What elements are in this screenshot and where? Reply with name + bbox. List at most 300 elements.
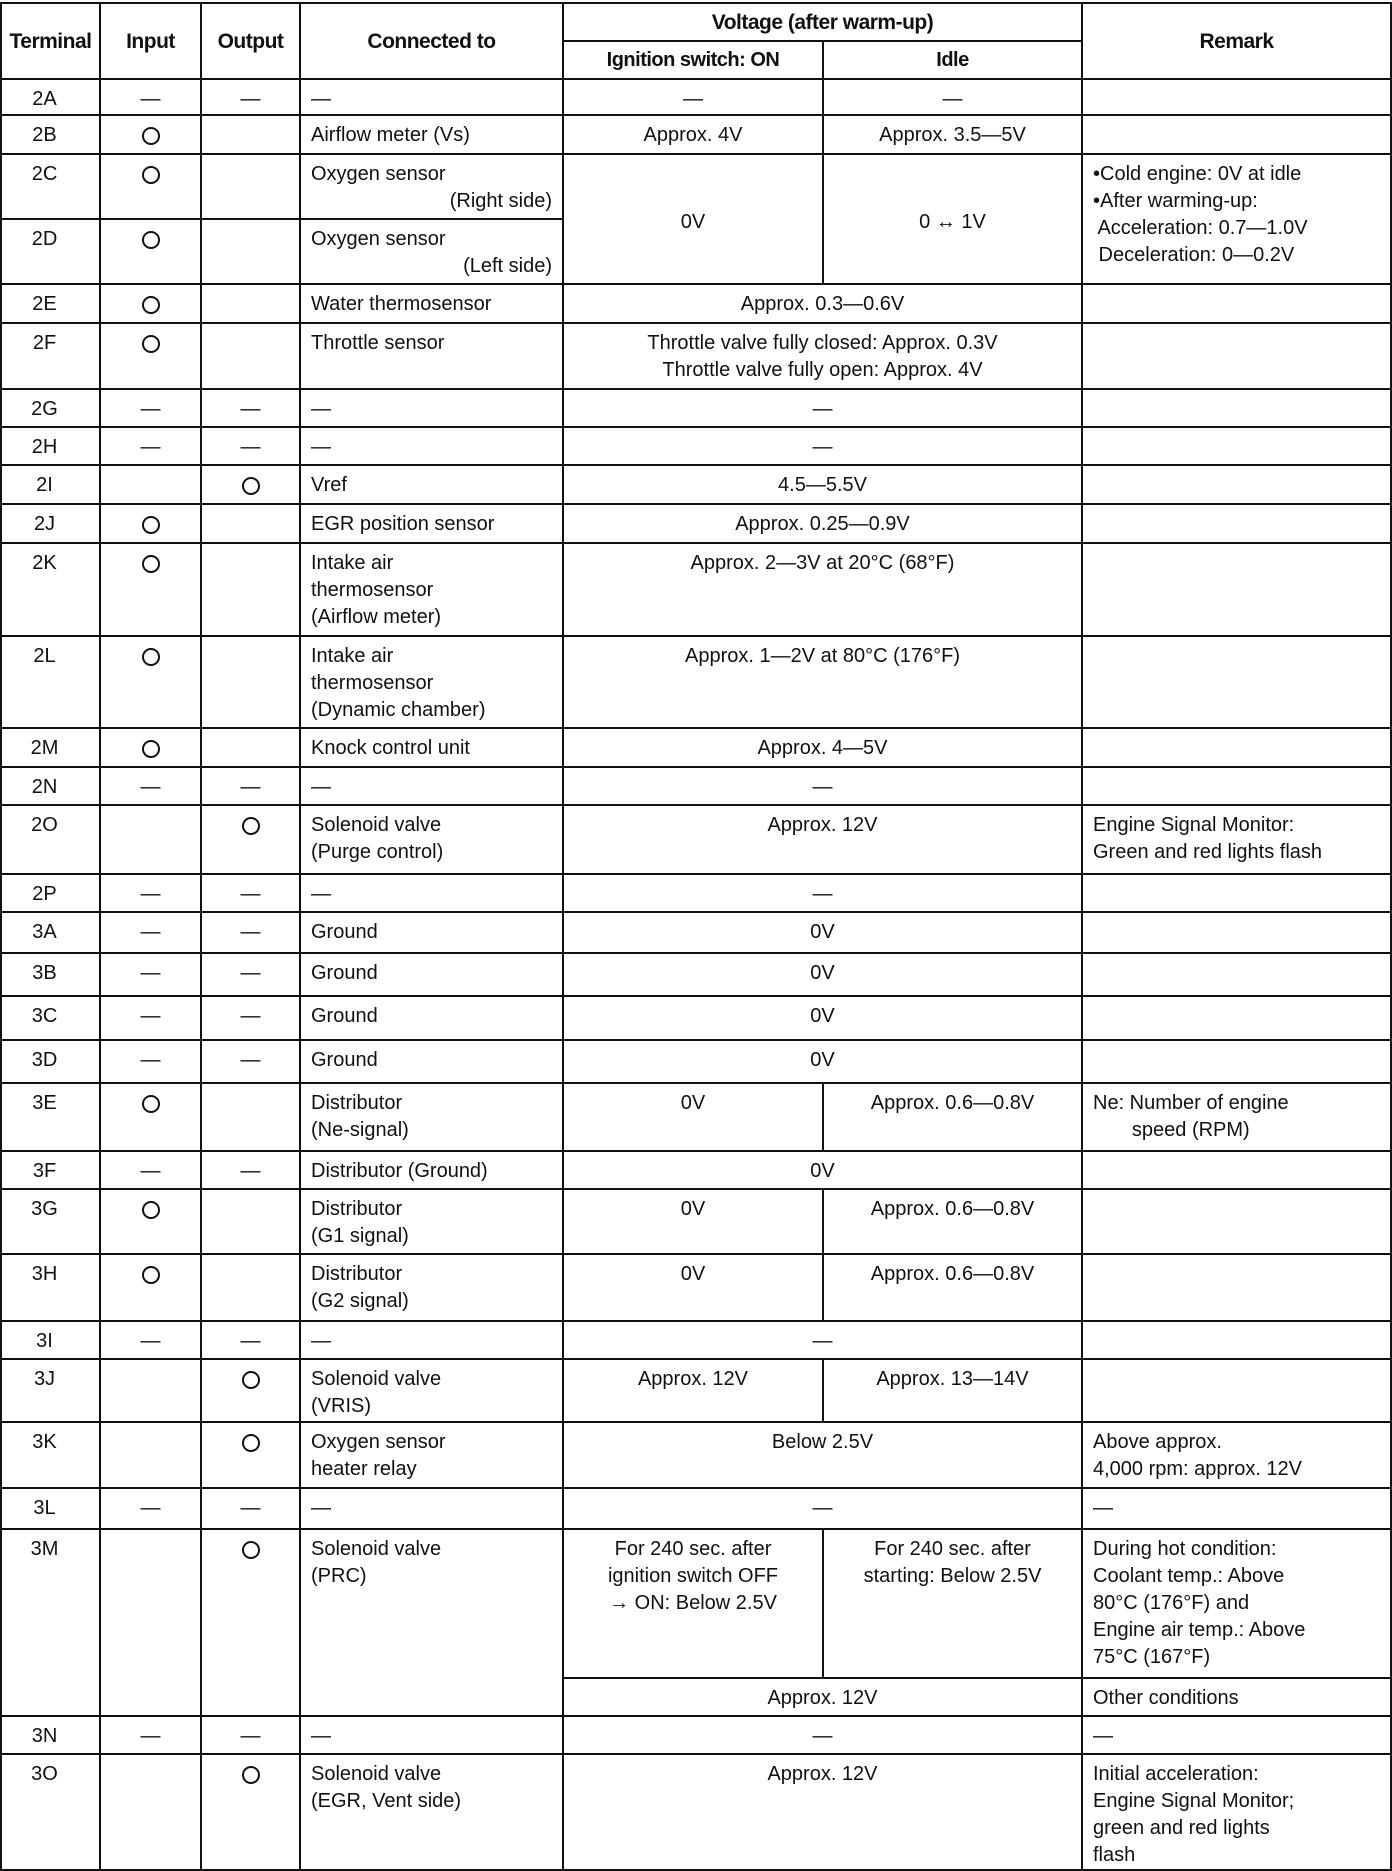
connected-to-cell <box>300 543 563 636</box>
cell-text-line: — <box>311 1725 331 1747</box>
header-terminal: Terminal <box>1 3 100 79</box>
cell-text-line: 2H <box>31 436 58 458</box>
table-row <box>1 543 1391 636</box>
header-ignition-on: Ignition switch: ON <box>563 41 823 79</box>
remark-cell <box>1082 953 1391 996</box>
connected-to-cell <box>300 219 563 284</box>
circle-mark-icon <box>142 296 160 314</box>
terminal-cell <box>1 728 100 767</box>
input-cell <box>100 154 201 219</box>
circle-mark-icon <box>142 648 160 666</box>
cell-text-line: — <box>311 436 331 458</box>
voltage-cell <box>563 1678 1082 1716</box>
terminal-cell <box>1 115 100 154</box>
voltage-cell <box>563 1321 1082 1359</box>
cell-text-line: — <box>240 962 261 984</box>
connected-to-cell <box>300 465 563 504</box>
connected-to-cell <box>300 1083 563 1151</box>
connected-to-cell <box>300 115 563 154</box>
cell-text-line: 2F <box>32 332 57 354</box>
table-row <box>1 996 1391 1040</box>
input-cell <box>100 465 201 504</box>
terminal-cell <box>1 1359 100 1422</box>
voltage-cell <box>563 767 1082 805</box>
remark-cell <box>1082 1359 1391 1422</box>
voltage-cell <box>563 504 1082 543</box>
cell-text-line: starting: Below 2.5V <box>863 1565 1042 1587</box>
table-row <box>1 728 1391 767</box>
terminal-cell <box>1 912 100 953</box>
cell-text-line: — <box>140 921 161 943</box>
terminal-cell <box>1 874 100 912</box>
cell-text-line: 0V <box>680 1198 706 1220</box>
remark-cell <box>1082 79 1391 115</box>
remark-cell <box>1082 1321 1391 1359</box>
cell-text-line: Solenoid valve <box>311 1763 442 1785</box>
circle-mark-icon <box>142 1201 160 1219</box>
input-cell <box>100 427 201 465</box>
cell-text-line: 0V <box>680 210 706 233</box>
idle-voltage-cell <box>823 154 1082 284</box>
connected-to-cell <box>300 1151 563 1189</box>
output-cell <box>201 1254 300 1321</box>
cell-text-line: (PRC) <box>311 1565 367 1587</box>
output-cell <box>201 1359 300 1422</box>
terminal-cell <box>1 79 100 115</box>
cell-text-line: — <box>140 1049 161 1071</box>
remark-cell <box>1082 1189 1391 1254</box>
cell-text-line: 2L <box>33 645 56 667</box>
table-row <box>1 284 1391 323</box>
table-row <box>1 323 1391 389</box>
remark-cell <box>1082 284 1391 323</box>
cell-text-line: 3A <box>32 921 57 943</box>
cell-text-line: 2C <box>31 163 58 185</box>
input-cell <box>100 805 201 874</box>
remark-cell <box>1082 1254 1391 1321</box>
cell-text-line: — <box>140 1497 161 1519</box>
cell-text-line: flash <box>1093 1844 1136 1866</box>
cell-text-line: Oxygen sensor <box>311 163 446 185</box>
remark-cell <box>1082 1488 1391 1529</box>
remark-cell <box>1082 874 1391 912</box>
cell-text-line: — <box>812 1725 833 1747</box>
voltage-cell <box>563 1716 1082 1754</box>
cell-text-line: 3E <box>32 1092 57 1114</box>
ignition-on-voltage-cell <box>563 1254 823 1321</box>
cell-text-line: ignition switch OFF <box>607 1565 779 1587</box>
cell-text-line: Approx. 4—5V <box>757 737 888 759</box>
connected-to-cell <box>300 996 563 1040</box>
ignition-on-voltage-cell <box>563 154 823 284</box>
input-cell <box>100 1754 201 1870</box>
remark-cell <box>1082 1678 1391 1716</box>
cell-text-line: 2A <box>32 88 57 110</box>
cell-text-line: Ground <box>311 1005 378 1027</box>
terminal-cell <box>1 1151 100 1189</box>
input-cell <box>100 1359 201 1422</box>
terminal-cell <box>1 323 100 389</box>
output-cell <box>201 389 300 427</box>
output-cell <box>201 1189 300 1254</box>
terminal-cell <box>1 1716 100 1754</box>
cell-text-line: Other conditions <box>1093 1687 1239 1709</box>
cell-text-line: For 240 sec. after <box>614 1538 772 1560</box>
table-row <box>1 465 1391 504</box>
ignition-on-voltage-cell <box>563 1083 823 1151</box>
cell-text-line: thermosensor <box>311 579 434 601</box>
connected-to-cell <box>300 1189 563 1254</box>
cell-text-line: speed (RPM) <box>1093 1119 1250 1141</box>
terminal-cell <box>1 1040 100 1083</box>
table-row <box>1 636 1391 728</box>
connected-to-cell <box>300 1529 563 1716</box>
connected-to-cell <box>300 427 563 465</box>
terminal-cell <box>1 1083 100 1151</box>
cell-text-line: 0V <box>680 1263 706 1285</box>
input-cell <box>100 1254 201 1321</box>
connected-to-cell <box>300 728 563 767</box>
circle-mark-icon <box>242 1541 260 1559</box>
input-cell <box>100 1488 201 1529</box>
circle-mark-icon <box>142 166 160 184</box>
output-cell <box>201 1716 300 1754</box>
cell-text-line: — <box>140 962 161 984</box>
cell-text-line: — <box>240 1049 261 1071</box>
remark-cell <box>1082 1422 1391 1488</box>
connected-to-cell <box>300 1359 563 1422</box>
ignition-on-voltage-cell <box>563 79 823 115</box>
cell-text-line: Engine Signal Monitor; <box>1093 1790 1295 1812</box>
remark-cell <box>1082 767 1391 805</box>
cell-text-line: 2I <box>36 474 53 496</box>
cell-text-line: — <box>140 1330 161 1352</box>
cell-text-line: 3G <box>31 1198 58 1220</box>
header-connected-to: Connected to <box>300 3 563 79</box>
cell-text-line: During hot condition: <box>1093 1538 1277 1560</box>
input-cell <box>100 1716 201 1754</box>
voltage-cell <box>563 874 1082 912</box>
cell-text-line: 0V <box>810 1049 835 1071</box>
output-cell <box>201 465 300 504</box>
table-row <box>1 1040 1391 1083</box>
cell-text-line: — <box>683 88 703 110</box>
remark-cell <box>1082 323 1391 389</box>
cell-text-line: — <box>942 88 963 110</box>
table-row <box>1 1083 1391 1151</box>
connected-to-cell <box>300 1321 563 1359</box>
input-cell <box>100 504 201 543</box>
voltage-cell <box>563 1754 1082 1870</box>
table-row <box>1 953 1391 996</box>
voltage-cell <box>563 1488 1082 1529</box>
terminal-cell <box>1 1422 100 1488</box>
terminal-cell <box>1 284 100 323</box>
cell-text-line: → ON: Below 2.5V <box>609 1592 777 1614</box>
cell-text-line: Water thermosensor <box>311 293 492 315</box>
cell-text-line: — <box>812 1497 833 1519</box>
input-cell <box>100 1040 201 1083</box>
input-cell <box>100 1529 201 1716</box>
cell-text-line: (Purge control) <box>311 841 444 863</box>
cell-text-line: — <box>240 88 261 110</box>
terminal-cell <box>1 219 100 284</box>
circle-mark-icon <box>242 477 260 495</box>
input-cell <box>100 636 201 728</box>
cell-text-line: Oxygen sensor <box>311 1431 446 1453</box>
output-cell <box>201 427 300 465</box>
cell-text-line: — <box>140 1725 161 1747</box>
terminal-cell <box>1 1529 100 1716</box>
cell-text-line: Approx. 4V <box>643 124 743 146</box>
cell-text-line: Approx. 2—3V at 20°C (68°F) <box>690 552 955 574</box>
table-row <box>1 1321 1391 1359</box>
cell-text-line: Approx. 12V <box>767 814 878 836</box>
output-cell <box>201 1754 300 1870</box>
cell-text-line: 0V <box>810 921 835 943</box>
cell-text-line: — <box>140 88 161 110</box>
cell-text-line: For 240 sec. after <box>874 1538 1031 1560</box>
cell-text-line: (EGR, Vent side) <box>311 1790 462 1812</box>
terminal-cell <box>1 805 100 874</box>
connected-to-cell <box>300 912 563 953</box>
input-cell <box>100 874 201 912</box>
cell-text-line: 3M <box>30 1538 59 1560</box>
cell-text-line: 3I <box>36 1330 53 1352</box>
cell-text-line: Ground <box>311 921 378 943</box>
output-cell <box>201 996 300 1040</box>
cell-text-line: 3H <box>31 1263 58 1285</box>
cell-text-line: Knock control unit <box>311 737 470 759</box>
cell-text-line: Ne: Number of engine <box>1093 1092 1289 1114</box>
input-cell <box>100 1083 201 1151</box>
idle-voltage-cell <box>823 1529 1082 1678</box>
cell-text-line: Throttle valve fully closed: Approx. 0.3V <box>647 332 998 354</box>
input-cell <box>100 1321 201 1359</box>
cell-text-line: — <box>240 398 261 420</box>
cell-text-line: — <box>140 1160 161 1182</box>
cell-text-line: — <box>812 398 833 420</box>
cell-text-line: 2O <box>31 814 58 836</box>
cell-text-line: — <box>311 1497 331 1519</box>
header-remark: Remark <box>1082 3 1391 79</box>
voltage-cell <box>563 465 1082 504</box>
output-cell <box>201 504 300 543</box>
output-cell <box>201 154 300 219</box>
terminal-cell <box>1 154 100 219</box>
cell-text-line: — <box>240 1005 261 1027</box>
cell-text-line: Solenoid valve <box>311 814 442 836</box>
cell-text-line: 2B <box>32 124 57 146</box>
remark-cell <box>1082 543 1391 636</box>
input-cell <box>100 284 201 323</box>
cell-text-line: Approx. 1—2V at 80°C (176°F) <box>684 645 960 667</box>
cell-text-line: Green and red lights flash <box>1093 841 1323 863</box>
cell-text-line: (Airflow meter) <box>311 606 442 628</box>
input-cell <box>100 996 201 1040</box>
terminal-cell <box>1 1189 100 1254</box>
input-cell <box>100 1151 201 1189</box>
cell-text-line: Approx. 0.6—0.8V <box>870 1263 1035 1285</box>
cell-text-line: green and red lights <box>1093 1817 1270 1839</box>
cell-text-line: — <box>812 1330 833 1352</box>
voltage-cell <box>563 728 1082 767</box>
cell-text-line: Oxygen sensor <box>311 228 446 250</box>
cell-text-line: 0V <box>810 1005 835 1027</box>
cell-text-line: Solenoid valve <box>311 1538 442 1560</box>
cell-text-line: Approx. 12V <box>767 1763 878 1785</box>
cell-text-line: — <box>140 436 161 458</box>
idle-voltage-cell <box>823 1189 1082 1254</box>
voltage-cell <box>563 805 1082 874</box>
terminal-cell <box>1 465 100 504</box>
cell-text-line: 2M <box>30 737 59 759</box>
cell-text-line: (G1 signal) <box>311 1225 409 1247</box>
cell-text-line: — <box>240 921 261 943</box>
header-output: Output <box>201 3 300 79</box>
output-cell <box>201 767 300 805</box>
table-row <box>1 1359 1391 1422</box>
cell-text-line: heater relay <box>311 1458 417 1480</box>
cell-text-line: 3C <box>31 1005 58 1027</box>
cell-text-line: — <box>311 88 331 110</box>
cell-text-line: 3J <box>33 1368 56 1390</box>
cell-text-line: 3O <box>31 1763 58 1785</box>
terminal-voltage-table <box>0 2 1392 1871</box>
cell-text-line: Approx. 0.3—0.6V <box>740 293 905 315</box>
connected-to-cell <box>300 953 563 996</box>
circle-mark-icon <box>142 1266 160 1284</box>
input-cell <box>100 912 201 953</box>
voltage-cell <box>563 996 1082 1040</box>
input-cell <box>100 79 201 115</box>
cell-text-line: 2P <box>32 883 57 905</box>
table-row <box>1 874 1391 912</box>
cell-text-line: — <box>240 1330 261 1352</box>
table-row <box>1 912 1391 953</box>
terminal-cell <box>1 504 100 543</box>
remark-cell <box>1082 728 1391 767</box>
remark-cell <box>1082 1716 1391 1754</box>
idle-voltage-cell <box>823 115 1082 154</box>
cell-text-line: — <box>311 1330 331 1352</box>
connected-to-cell <box>300 284 563 323</box>
cell-text-line: EGR position sensor <box>311 513 495 535</box>
cell-text-line: 2J <box>33 513 56 535</box>
connected-to-cell <box>300 79 563 115</box>
cell-text-line: — <box>240 1725 261 1747</box>
ignition-on-voltage-cell <box>563 1529 823 1678</box>
cell-text-line: 3D <box>31 1049 58 1071</box>
cell-text-line: — <box>311 883 331 905</box>
circle-mark-icon <box>142 127 160 145</box>
cell-text-line: Approx. 12V <box>637 1368 749 1390</box>
cell-text-line: 75°C (167°F) <box>1093 1646 1211 1668</box>
cell-text-line: — <box>240 776 261 798</box>
table-row <box>1 1151 1391 1189</box>
cell-text-line: Approx. 13—14V <box>876 1368 1029 1390</box>
connected-side-text: (Right side) <box>449 190 552 212</box>
output-cell <box>201 219 300 284</box>
connected-to-cell <box>300 1716 563 1754</box>
table-row <box>1 427 1391 465</box>
remark-cell <box>1082 389 1391 427</box>
circle-mark-icon <box>142 231 160 249</box>
voltage-cell <box>563 636 1082 728</box>
cell-text-line: •After warming-up: <box>1093 190 1258 212</box>
remark-cell <box>1082 504 1391 543</box>
cell-text-line: Distributor <box>311 1263 403 1285</box>
cell-text-line: Solenoid valve <box>311 1368 442 1390</box>
remark-cell <box>1082 1529 1391 1678</box>
table-row <box>1 805 1391 874</box>
output-cell <box>201 805 300 874</box>
table-row <box>1 1529 1391 1678</box>
cell-text-line: Intake air <box>311 552 394 574</box>
table-row <box>1 115 1391 154</box>
output-cell <box>201 1488 300 1529</box>
table-row <box>1 1422 1391 1488</box>
cell-text-line: Deceleration: 0—0.2V <box>1093 244 1295 266</box>
input-cell <box>100 767 201 805</box>
cell-text-line: — <box>140 398 161 420</box>
circle-mark-icon <box>142 555 160 573</box>
input-cell <box>100 543 201 636</box>
input-cell <box>100 1189 201 1254</box>
ignition-on-voltage-cell <box>563 115 823 154</box>
terminal-cell <box>1 636 100 728</box>
cell-text-line: — <box>140 776 161 798</box>
cell-text-line: 0V <box>810 962 835 984</box>
cell-text-line: •Cold engine: 0V at idle <box>1093 163 1302 185</box>
cell-text-line: 4,000 rpm: approx. 12V <box>1093 1458 1303 1480</box>
idle-voltage-cell <box>823 1359 1082 1422</box>
voltage-cell <box>563 1151 1082 1189</box>
cell-text-line: (G2 signal) <box>311 1290 409 1312</box>
input-cell <box>100 1422 201 1488</box>
cell-text-line: 3K <box>32 1431 57 1453</box>
remark-cell <box>1082 465 1391 504</box>
output-cell <box>201 284 300 323</box>
cell-text-line: — <box>240 883 261 905</box>
ignition-on-voltage-cell <box>563 1189 823 1254</box>
output-cell <box>201 1040 300 1083</box>
voltage-cell <box>563 427 1082 465</box>
connected-to-cell <box>300 1422 563 1488</box>
cell-text-line: 3B <box>32 962 57 984</box>
header-idle: Idle <box>823 41 1082 79</box>
cell-text-line: Airflow meter (Vs) <box>311 124 470 146</box>
connected-to-cell <box>300 389 563 427</box>
cell-text-line: Approx. 0.25—0.9V <box>735 513 910 535</box>
output-cell <box>201 543 300 636</box>
terminal-cell <box>1 543 100 636</box>
input-cell <box>100 115 201 154</box>
cell-text-line: Above approx. <box>1093 1431 1222 1453</box>
cell-text-line: (Ne-signal) <box>311 1119 409 1141</box>
voltage-cell <box>563 953 1082 996</box>
voltage-cell <box>563 1422 1082 1488</box>
cell-text-line: Throttle sensor <box>311 332 445 354</box>
idle-voltage-cell <box>823 79 1082 115</box>
cell-text-line: 0V <box>810 1160 835 1182</box>
terminal-cell <box>1 1321 100 1359</box>
cell-text-line: 0 ↔ 1V <box>919 210 986 233</box>
output-cell <box>201 1151 300 1189</box>
terminal-cell <box>1 1254 100 1321</box>
terminal-cell <box>1 389 100 427</box>
cell-text-line: — <box>140 883 161 905</box>
